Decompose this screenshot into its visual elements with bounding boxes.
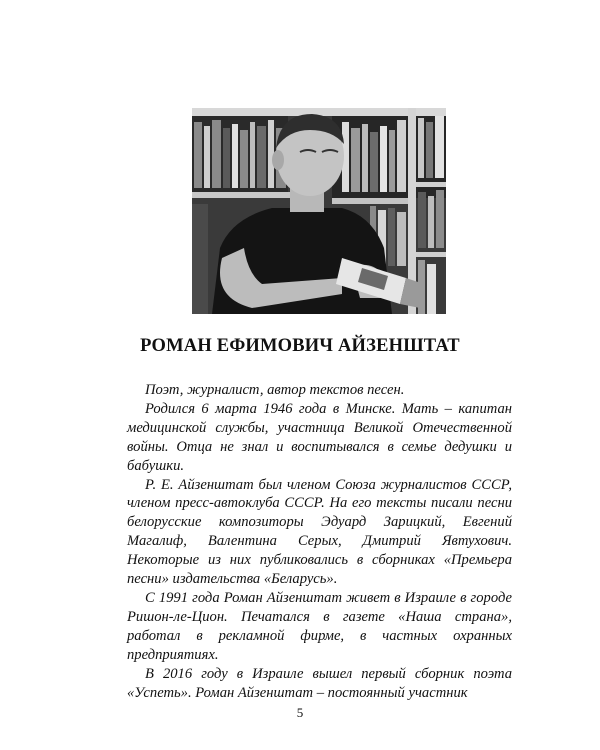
author-photo xyxy=(192,108,446,314)
biography-paragraph: Родился 6 марта 1946 года в Минске. Мать – капитан медицинской службы, участница Великой Отечественной войны. Отца не знал и воспитывался в семье дедушки и бабушки. xyxy=(127,400,512,474)
biography-paragraph: С 1991 года Роман Айзенштат живет в Израиле в городе Ришон-ле-Цион. Печатался в газете «Наша страна», работал в рекламной фирме, в частных охранных предприятиях. xyxy=(127,589,512,663)
biography-text xyxy=(127,381,512,702)
biography-paragraph: В 2016 году в Израиле вышел первый сборник поэта «Успеть». Роман Айзенштат – постоянный участник xyxy=(127,665,512,701)
page-number: 5 xyxy=(296,705,304,720)
author-name-title: РОМАН ЕФИМОВИЧ АЙЗЕНШТАТ xyxy=(140,336,460,356)
biography-paragraph: Р. Е. Айзенштат был членом Союза журналистов СССР, членом пресс-автоклуба СССР. На его тексты писали песни белорусские композиторы Эдуард Зарицкий, Евгений Магалиф, Валентина Серых, Дмитрий Явтухович. Некоторые из них публиковались в сборниках «Премьера песни» издательства «Беларусь». xyxy=(127,476,512,588)
biography-paragraph: Поэт, журналист, автор текстов песен. xyxy=(145,382,405,398)
